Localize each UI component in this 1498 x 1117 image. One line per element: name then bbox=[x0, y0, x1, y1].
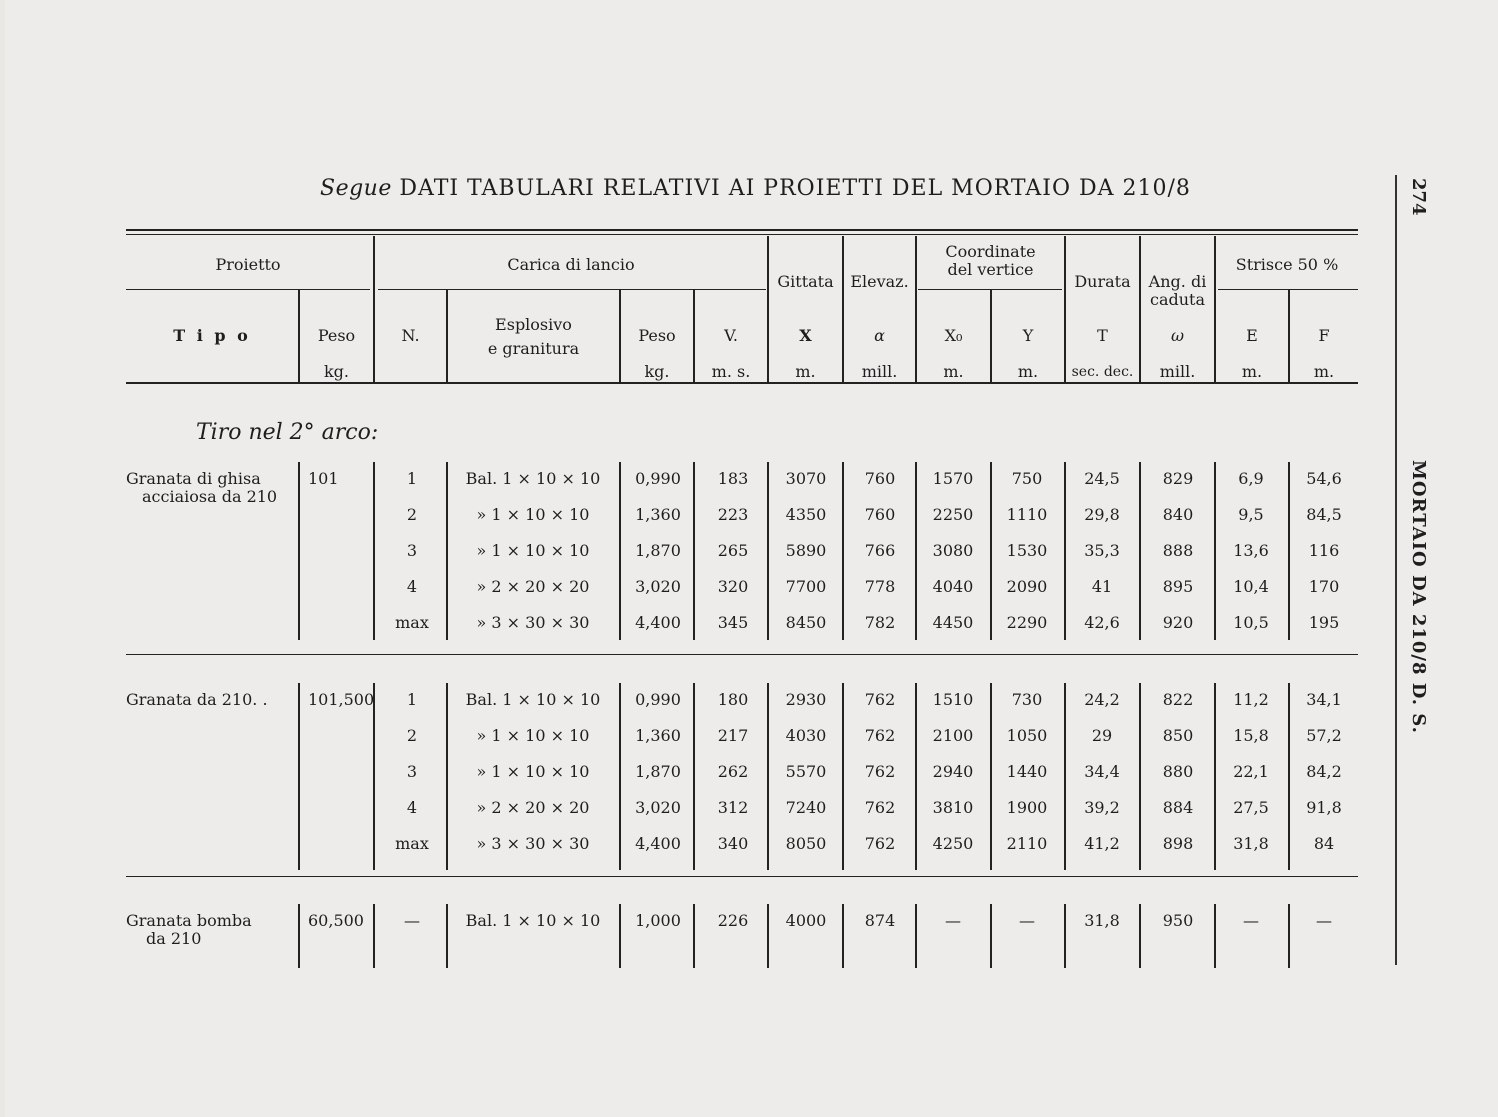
table-cell: 4 bbox=[406, 577, 418, 596]
table-cell: 4350 bbox=[785, 505, 827, 524]
header-ang-1: Ang. di bbox=[1148, 272, 1207, 291]
body-vline bbox=[373, 683, 375, 870]
table-cell: 42,6 bbox=[1084, 613, 1120, 632]
table-cell: 2930 bbox=[785, 690, 827, 709]
body-vline bbox=[1139, 683, 1141, 870]
header-e-unit: m. bbox=[1241, 362, 1263, 381]
table-cell: 884 bbox=[1162, 798, 1194, 817]
table-cell: 2290 bbox=[1006, 613, 1048, 632]
body-vline bbox=[1064, 904, 1066, 968]
table-cell: 29,8 bbox=[1084, 505, 1120, 524]
table-cell: 84,2 bbox=[1306, 762, 1342, 781]
table-cell: — bbox=[1243, 911, 1259, 930]
table-cell: 778 bbox=[864, 577, 896, 596]
table-cell: » 1 × 10 × 10 bbox=[476, 762, 590, 781]
body-vline bbox=[298, 462, 300, 640]
table-cell: 1,000 bbox=[635, 911, 681, 930]
table-cell: » 1 × 10 × 10 bbox=[476, 726, 590, 745]
header-f: F bbox=[1318, 326, 1330, 345]
body-vline bbox=[1064, 462, 1066, 640]
table-cell: 41,2 bbox=[1084, 834, 1120, 853]
body-vline bbox=[373, 904, 375, 968]
table-cell: 340 bbox=[717, 834, 749, 853]
table-cell: 57,2 bbox=[1306, 726, 1342, 745]
table-cell: 91,8 bbox=[1306, 798, 1342, 817]
group-separator-2 bbox=[126, 876, 1358, 877]
table-cell: 850 bbox=[1162, 726, 1194, 745]
body-vline bbox=[619, 683, 621, 870]
table-cell: 4040 bbox=[932, 577, 974, 596]
body-vline bbox=[693, 683, 695, 870]
body-vline bbox=[298, 904, 300, 968]
table-cell: 762 bbox=[864, 726, 896, 745]
table-cell: 950 bbox=[1162, 911, 1194, 930]
table-cell: 41 bbox=[1091, 577, 1113, 596]
header-coord-1: Coordinate bbox=[945, 242, 1036, 261]
header-top-rule-2 bbox=[126, 234, 1358, 235]
table-cell: 874 bbox=[864, 911, 896, 930]
table-cell: » 1 × 10 × 10 bbox=[476, 541, 590, 560]
table-cell: 4030 bbox=[785, 726, 827, 745]
body-vline bbox=[842, 904, 844, 968]
table-cell: 312 bbox=[717, 798, 749, 817]
tipo-label: Granata da 210. . bbox=[126, 690, 268, 709]
body-vline bbox=[990, 683, 992, 870]
peso-value: 60,500 bbox=[308, 911, 364, 930]
table-cell: 0,990 bbox=[635, 469, 681, 488]
table-cell: 34,4 bbox=[1084, 762, 1120, 781]
table-cell: Bal. 1 × 10 × 10 bbox=[465, 469, 601, 488]
table-cell: 217 bbox=[717, 726, 749, 745]
table-cell: 1,360 bbox=[635, 505, 681, 524]
header-alpha-unit: mill. bbox=[861, 362, 898, 381]
table-title bbox=[320, 176, 1191, 201]
header-proietto: Proietto bbox=[215, 255, 281, 274]
body-vline bbox=[298, 683, 300, 870]
header-omega: ω bbox=[1170, 326, 1185, 345]
table-cell: 2250 bbox=[932, 505, 974, 524]
tipo-label: Granata bomba bbox=[126, 911, 252, 930]
table-cell: 762 bbox=[864, 834, 896, 853]
table-cell: 7240 bbox=[785, 798, 827, 817]
table-cell: 22,1 bbox=[1233, 762, 1269, 781]
page-number: 274 bbox=[1408, 178, 1429, 216]
table-cell: 1,870 bbox=[635, 541, 681, 560]
table-cell: 11,2 bbox=[1233, 690, 1269, 709]
body-vline bbox=[915, 904, 917, 968]
header-carica: Carica di lancio bbox=[507, 255, 635, 274]
header-vline bbox=[1139, 236, 1141, 382]
table-cell: 3070 bbox=[785, 469, 827, 488]
table-cell: 762 bbox=[864, 762, 896, 781]
table-cell: 3 bbox=[406, 541, 418, 560]
table-cell: max bbox=[395, 613, 429, 632]
table-cell: 180 bbox=[717, 690, 749, 709]
table-cell: 1050 bbox=[1006, 726, 1048, 745]
table-cell: 4,400 bbox=[635, 613, 681, 632]
table-cell: » 3 × 30 × 30 bbox=[476, 834, 590, 853]
table-cell: 183 bbox=[717, 469, 749, 488]
header-omega-unit: mill. bbox=[1159, 362, 1196, 381]
body-vline bbox=[1214, 904, 1216, 968]
table-cell: 195 bbox=[1308, 613, 1340, 632]
body-vline bbox=[1214, 462, 1216, 640]
table-cell: 34,1 bbox=[1306, 690, 1342, 709]
table-cell: 84 bbox=[1313, 834, 1335, 853]
table-cell: 4 bbox=[406, 798, 418, 817]
table-cell: 320 bbox=[717, 577, 749, 596]
table-cell: 766 bbox=[864, 541, 896, 560]
table-cell: 822 bbox=[1162, 690, 1194, 709]
header-f-unit: m. bbox=[1313, 362, 1335, 381]
table-cell: 880 bbox=[1162, 762, 1194, 781]
table-cell: » 3 × 30 × 30 bbox=[476, 613, 590, 632]
table-cell: — bbox=[1019, 911, 1035, 930]
table-cell: — bbox=[1316, 911, 1332, 930]
table-cell: 0,990 bbox=[635, 690, 681, 709]
header-x0-unit: m. bbox=[943, 362, 964, 381]
body-vline bbox=[373, 462, 375, 640]
table-cell: 7700 bbox=[785, 577, 827, 596]
table-cell: 13,6 bbox=[1233, 541, 1269, 560]
table-cell: 29 bbox=[1091, 726, 1113, 745]
table-cell: Bal. 1 × 10 × 10 bbox=[465, 690, 601, 709]
peso-value: 101 bbox=[308, 469, 339, 488]
table-cell: 226 bbox=[717, 911, 749, 930]
body-vline bbox=[1288, 904, 1290, 968]
proietto-rule bbox=[126, 289, 370, 290]
body-vline bbox=[446, 462, 448, 640]
header-peso-carica-unit: kg. bbox=[644, 362, 670, 381]
table-cell: max bbox=[395, 834, 429, 853]
body-vline bbox=[1064, 683, 1066, 870]
table-cell: 2100 bbox=[932, 726, 974, 745]
header-gittata: Gittata bbox=[777, 272, 834, 291]
header-vline bbox=[1064, 236, 1066, 382]
table-cell: 1 bbox=[406, 690, 418, 709]
header-v: V. bbox=[724, 326, 738, 345]
table-cell: 35,3 bbox=[1084, 541, 1120, 560]
table-cell: 3,020 bbox=[635, 577, 681, 596]
table-cell: 39,2 bbox=[1084, 798, 1120, 817]
body-vline bbox=[1214, 683, 1216, 870]
body-vline bbox=[1288, 683, 1290, 870]
body-vline bbox=[915, 462, 917, 640]
table-cell: 782 bbox=[864, 613, 896, 632]
table-cell: 27,5 bbox=[1233, 798, 1269, 817]
header-peso: Peso bbox=[317, 326, 356, 345]
table-cell: 8450 bbox=[785, 613, 827, 632]
header-vline bbox=[446, 290, 448, 382]
body-vline bbox=[915, 683, 917, 870]
table-cell: — bbox=[945, 911, 961, 930]
table-cell: 829 bbox=[1162, 469, 1194, 488]
table-cell: 1,360 bbox=[635, 726, 681, 745]
table-cell: 10,5 bbox=[1233, 613, 1269, 632]
title-text: DATI TABULARI RELATIVI AI PROIETTI DEL MORTAIO DA 210/8 bbox=[399, 176, 1191, 201]
table-cell: 10,4 bbox=[1233, 577, 1269, 596]
body-vline bbox=[446, 683, 448, 870]
body-vline bbox=[767, 683, 769, 870]
header-v-unit: m. s. bbox=[711, 362, 751, 381]
table-cell: 5570 bbox=[785, 762, 827, 781]
table-cell: 265 bbox=[717, 541, 749, 560]
table-cell: 2940 bbox=[932, 762, 974, 781]
table-cell: » 1 × 10 × 10 bbox=[476, 505, 590, 524]
carica-rule bbox=[378, 289, 766, 290]
table-cell: 3810 bbox=[932, 798, 974, 817]
body-vline bbox=[842, 462, 844, 640]
tipo-label: Granata di ghisa bbox=[126, 469, 261, 488]
table-cell: 760 bbox=[864, 505, 896, 524]
table-cell: Bal. 1 × 10 × 10 bbox=[465, 911, 601, 930]
table-cell: 4250 bbox=[932, 834, 974, 853]
table-cell: 4000 bbox=[785, 911, 827, 930]
margin-rule bbox=[1395, 175, 1397, 965]
table-cell: 2110 bbox=[1006, 834, 1048, 853]
table-cell: 3080 bbox=[932, 541, 974, 560]
header-t-unit: sec. dec. bbox=[1071, 364, 1134, 380]
table-cell: 1 bbox=[406, 469, 418, 488]
header-strisce: Strisce 50 % bbox=[1235, 255, 1339, 274]
table-cell: 9,5 bbox=[1238, 505, 1264, 524]
title-prefix: Segue bbox=[320, 176, 392, 201]
table-cell: 3,020 bbox=[635, 798, 681, 817]
header-esplosivo-2: e granitura bbox=[487, 339, 580, 358]
header-durata: Durata bbox=[1074, 272, 1131, 291]
body-vline bbox=[446, 904, 448, 968]
header-vline bbox=[373, 236, 375, 382]
table-cell: 2 bbox=[406, 726, 418, 745]
table-cell: 2090 bbox=[1006, 577, 1048, 596]
header-bottom-rule bbox=[126, 382, 1358, 384]
header-x: X bbox=[799, 326, 812, 345]
body-vline bbox=[693, 462, 695, 640]
header-coord-2: del vertice bbox=[947, 260, 1034, 279]
table-cell: 31,8 bbox=[1084, 911, 1120, 930]
header-x0: X₀ bbox=[944, 326, 963, 345]
table-cell: 840 bbox=[1162, 505, 1194, 524]
header-y-unit: m. bbox=[1017, 362, 1039, 381]
table-cell: 54,6 bbox=[1306, 469, 1342, 488]
table-cell: 1440 bbox=[1006, 762, 1048, 781]
table-cell: 170 bbox=[1308, 577, 1340, 596]
body-vline bbox=[1139, 904, 1141, 968]
table-cell: 116 bbox=[1308, 541, 1340, 560]
header-t: T bbox=[1097, 326, 1108, 345]
header-n: N. bbox=[401, 326, 420, 345]
tipo-label-line-2: da 210 bbox=[146, 929, 202, 948]
table-cell: 8050 bbox=[785, 834, 827, 853]
header-alpha: α bbox=[874, 326, 885, 345]
table-cell: 3 bbox=[406, 762, 418, 781]
table-cell: 31,8 bbox=[1233, 834, 1269, 853]
table-cell: 84,5 bbox=[1306, 505, 1342, 524]
header-elevaz: Elevaz. bbox=[850, 272, 909, 291]
running-head: MORTAIO DA 210/8 D. S. bbox=[1408, 460, 1429, 734]
body-vline bbox=[619, 462, 621, 640]
header-peso-unit: kg. bbox=[323, 362, 350, 381]
header-peso-carica: Peso bbox=[638, 326, 676, 345]
body-vline bbox=[767, 904, 769, 968]
peso-value: 101,500 bbox=[308, 690, 375, 709]
table-cell: 345 bbox=[717, 613, 749, 632]
header-tipo: T i p o bbox=[173, 326, 251, 345]
table-cell: 223 bbox=[717, 505, 749, 524]
table-cell: 15,8 bbox=[1233, 726, 1269, 745]
header-x-unit: m. bbox=[795, 362, 816, 381]
header-top-rule bbox=[126, 229, 1358, 231]
body-vline bbox=[619, 904, 621, 968]
header-ang-2: caduta bbox=[1149, 290, 1205, 309]
header-vline bbox=[842, 236, 844, 382]
table-cell: » 2 × 20 × 20 bbox=[476, 798, 590, 817]
body-vline bbox=[1288, 462, 1290, 640]
table-cell: 888 bbox=[1162, 541, 1194, 560]
body-vline bbox=[1139, 462, 1141, 640]
header-e: E bbox=[1246, 326, 1258, 345]
table-cell: 762 bbox=[864, 690, 896, 709]
table-cell: 898 bbox=[1162, 834, 1194, 853]
table-cell: 262 bbox=[717, 762, 749, 781]
table-cell: 1110 bbox=[1006, 505, 1048, 524]
table-cell: 24,2 bbox=[1084, 690, 1120, 709]
header-y: Y bbox=[1022, 326, 1034, 345]
table-cell: » 2 × 20 × 20 bbox=[476, 577, 590, 596]
group-separator-1 bbox=[126, 654, 1358, 655]
body-vline bbox=[842, 683, 844, 870]
table-cell: 6,9 bbox=[1238, 469, 1264, 488]
section-heading: Tiro nel 2° arco: bbox=[196, 420, 379, 445]
table-cell: 5890 bbox=[785, 541, 827, 560]
table-cell: 24,5 bbox=[1084, 469, 1120, 488]
header-esplosivo-1: Esplosivo bbox=[495, 315, 572, 334]
table-cell: 4,400 bbox=[635, 834, 681, 853]
table-cell: 2 bbox=[406, 505, 418, 524]
body-vline bbox=[693, 904, 695, 968]
body-vline bbox=[990, 462, 992, 640]
body-vline bbox=[767, 462, 769, 640]
table-cell: 1510 bbox=[932, 690, 974, 709]
table-cell: — bbox=[404, 911, 420, 930]
table-cell: 1,870 bbox=[635, 762, 681, 781]
body-vline bbox=[990, 904, 992, 968]
table-cell: 1570 bbox=[932, 469, 974, 488]
table-cell: 750 bbox=[1011, 469, 1043, 488]
table-cell: 4450 bbox=[932, 613, 974, 632]
table-cell: 895 bbox=[1162, 577, 1194, 596]
table-cell: 760 bbox=[864, 469, 896, 488]
table-cell: 920 bbox=[1162, 613, 1194, 632]
tipo-label-line-2: acciaiosa da 210 bbox=[142, 487, 278, 506]
table-cell: 1530 bbox=[1006, 541, 1048, 560]
table-cell: 1900 bbox=[1006, 798, 1048, 817]
table-cell: 730 bbox=[1011, 690, 1043, 709]
header-vline bbox=[767, 236, 769, 382]
table-cell: 762 bbox=[864, 798, 896, 817]
